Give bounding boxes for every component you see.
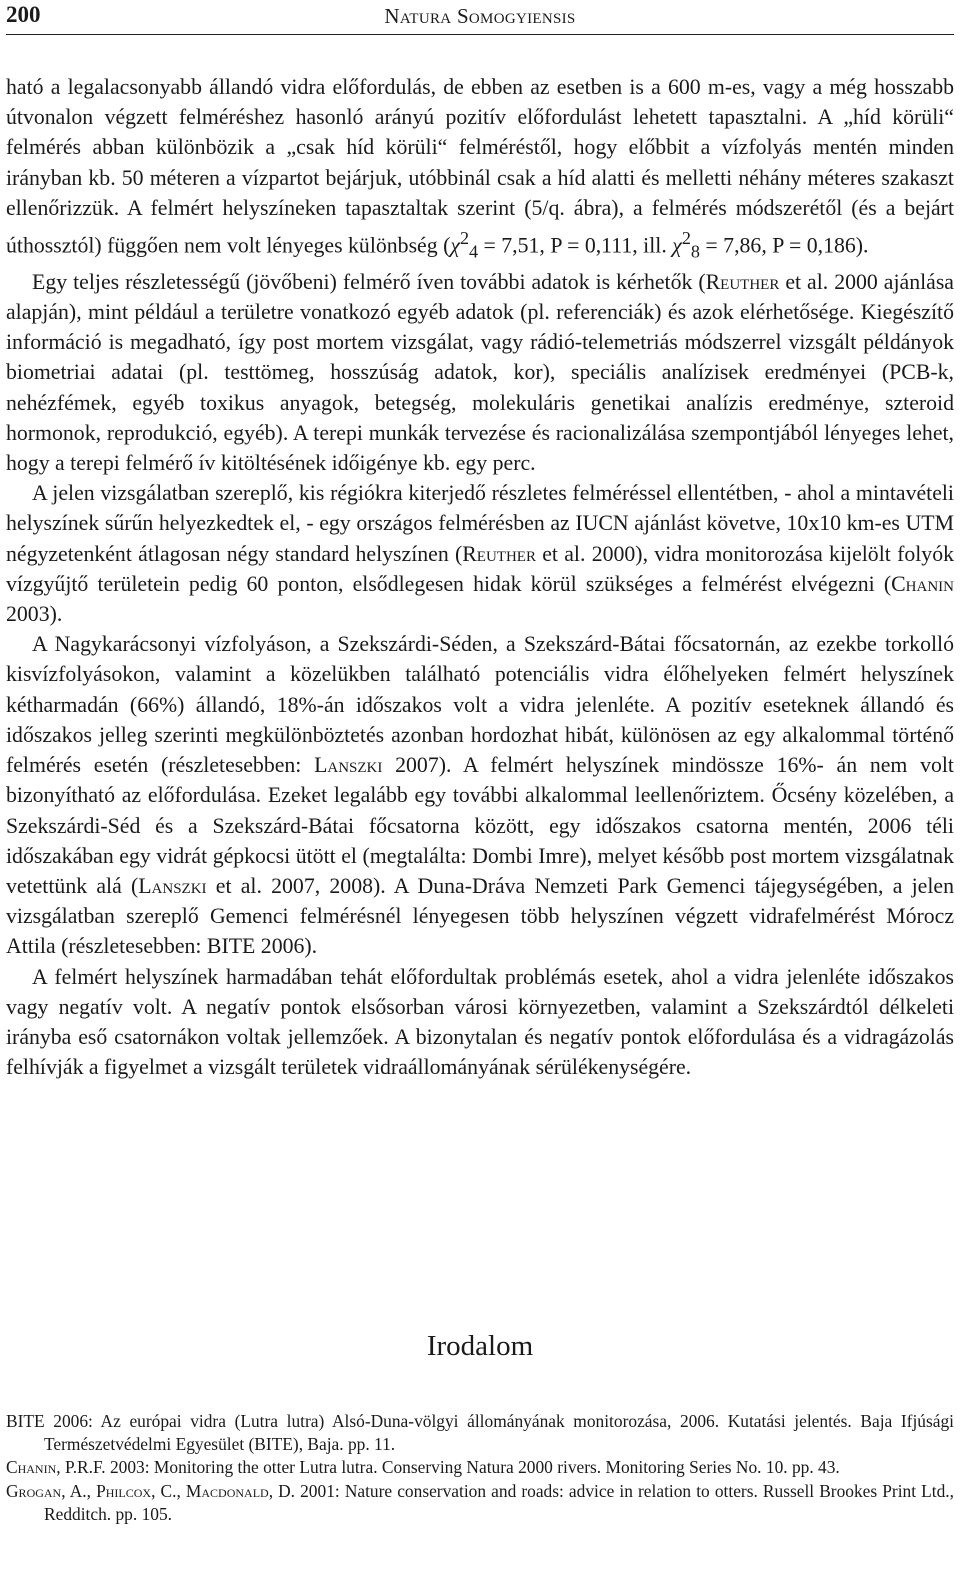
paragraph-1-text-3: = 7,86, P = 0,186). — [699, 233, 869, 258]
reference-text: 2006: Az európai vidra (Lutra lutra) Alsó-Duna-völgyi állományának monitorozása, 2006. Kutatási jelentés. Baja Ifjúsági Természetvédelmi Egyesület (BITE), Baja. pp. 11. — [44, 1411, 954, 1455]
paragraph-1 — [6, 72, 954, 267]
paragraph-4-text-2: 2007). A felmért helyszínek mindössze 16%- án nem volt bizonyítható az előfordulása. Ezeket legalább egy további alkalommal leellenőriztem. Őcsény közelében, a Szekszárdi-Séd és a Szekszárd-Bátai főcsatorna között, egy időszakos csatorna mentén, 2006 téli időszakában egy vidrát gépkocsi ütött el (megtalálta: Dombi Imre), melyet később post mortem vizsgálatnak vetettünk alá ( — [6, 753, 954, 898]
reference-item — [6, 1410, 954, 1456]
reference-list — [6, 1410, 954, 1526]
reference-author: Chanin — [6, 1457, 57, 1478]
reference-author: Philcox — [96, 1480, 152, 1501]
main-text — [6, 72, 954, 1082]
author-citation: Reuther — [462, 541, 536, 566]
reference-text: , A., — [61, 1480, 97, 1501]
author-citation: Lanszki — [138, 873, 207, 898]
paragraph-3 — [6, 478, 954, 629]
author-citation: Chanin — [891, 571, 954, 596]
paragraph-5-text: A felmért helyszínek harmadában tehát előfordultak problémás esetek, ahol a vidra jelenléte időszakos vagy negatív volt. A negatív pontok elsősorban városi környezetben, valamint a Szekszárdtól délkeleti irányba eső csatornákon voltak jellemzőek. A bizonytalan és negatív pontok előfordulása és a vidragázolás felhívják a figyelmet a vizsgált területek vidraállományának sérülékenységére. — [6, 964, 954, 1080]
author-citation: Lanszki — [314, 753, 383, 778]
chi-exponent: 2 — [459, 228, 470, 249]
chi-dof: 4 — [469, 241, 479, 262]
reference-text: , C., — [151, 1480, 186, 1501]
reference-author: Macdonald — [185, 1480, 269, 1501]
paragraph-4-text: A Nagykarácsonyi vízfolyáson, a Szekszárdi-Séden, a Szekszárd-Bátai főcsatornán, az ezekbe torkolló kisvízfolyásokon, valamint a közelükben található potenciális vidra élőhelyeken felmért helyszínek kétharmadán (66%) állandó, 18%-án időszakos volt a vidra jelenléte. A pozitív eseteknek állandó és időszakos jelleg szerinti megkülönböztetés azonban hordozhat hibát, különösen az egy alkalommal történő felmérés esetén (részletesebben: — [6, 632, 954, 778]
chi-dof: 8 — [690, 241, 700, 262]
reference-text: , D. 2001: Nature conservation and roads: advice in relation to otters. Russell Brookes Print Ltd., Redditch. pp. 105. — [44, 1480, 954, 1524]
reference-item — [6, 1480, 954, 1526]
reference-author: Grogan — [6, 1480, 62, 1501]
reference-author: BITE — [6, 1411, 45, 1431]
paragraph-5 — [6, 962, 954, 1083]
section-title-references: Irodalom — [426, 1330, 534, 1362]
paragraph-2-text-2: et al. 2000 ajánlása alapján), mint például a területre vonatkozó egyéb adatok (pl. referenciák) és azok elérhetősége. Kiegészítő információ is megadható, így post mortem vizsgálat, vagy rádió-telemetriás módszerrel vizsgált példányok biometriai adatai (pl. testtömeg, hosszúság adatok, kor), speciális analízisek eredményei (PCB-k, nehézfémek, egyéb toxikus anyagok, betegség, molekuláris genetikai analízis eredménye, szteroid hormonok, reprodukció, egyéb). A terepi munkák tervezése és racionalizálása szempontjából lényeges lehet, hogy a terepi felmérő ív kitöltésének időigénye kb. egy perc. — [6, 269, 954, 476]
chi-exponent: 2 — [681, 228, 691, 249]
paragraph-3-text-3: 2003). — [6, 602, 63, 627]
chi-symbol: χ — [672, 233, 682, 258]
paragraph-1-text: ható a legalacsonyabb állandó vidra előfordulás, de ebben az esetben is a 600 m-es, vagy a még hosszabb útvonalon végzett felméréshez hasonló arányú pozitív előfordulást lehetett tapasztalni. A „híd körüli“ felmérés abban különbözik a „csak híd körüli“ felméréstől, hogy előbbit a vízfolyás mentén minden irányban kb. 50 méteren a vízpartot bejárjuk, utóbbinál csak a híd alatti és melletti néhány méteres szakaszt ellenőrizzük. A felmért helyszíneken tapasztaltak szerint (5/q. ábra), a felmérés módszerétől (és a bejárt úthossztól) függően nem volt lényeges különbség ( — [6, 75, 954, 258]
chi-symbol: χ — [450, 233, 460, 258]
page-number: 200 — [6, 2, 41, 27]
paragraph-4-text-3: et al. 2007, 2008). A Duna-Dráva Nemzeti Park Gemenci tájegységében, a jelen vizsgálatban szereplő Gemenci felmérésnél lényegesen több helyszínen végzett vidrafelmérést Mórocz Attila (részletesebben: BITE 2006). — [6, 873, 954, 959]
paragraph-3-text: A jelen vizsgálatban szereplő, kis régiókra kiterjedő részletes felméréssel ellentétben, - ahol a mintavételi helyszínek sűrűn helyezkedtek el, - egy országos felmérésben az IUCN ajánlást követve, 10x10 km-es UTM négyzetenként átlagosan négy standard helyszínen ( — [6, 481, 954, 566]
paragraph-1-text-2: = 7,51, P = 0,111, ill. — [478, 233, 673, 258]
paragraph-4 — [6, 629, 954, 961]
paragraph-2-text: Egy teljes részletességű (jövőbeni) felmérő íven további adatok is kérhetők ( — [32, 269, 706, 294]
paragraph-2 — [6, 267, 954, 478]
reference-text: , P.R.F. 2003: Monitoring the otter Lutra lutra. Conserving Natura 2000 rivers. Monitoring Series No. 10. pp. 43. — [56, 1457, 840, 1478]
running-header — [6, 0, 954, 35]
journal-title: Natura Somogyiensis — [384, 4, 576, 28]
paragraph-3-text-2: et al. 2000), vidra monitorozása kijelölt folyók vízgyűjtő területein pedig 60 ponton, elsődlegesen hidak körül szükséges a felmérést elvégezni ( — [6, 541, 954, 596]
reference-item — [6, 1456, 954, 1479]
author-citation: Reuther — [705, 269, 780, 294]
